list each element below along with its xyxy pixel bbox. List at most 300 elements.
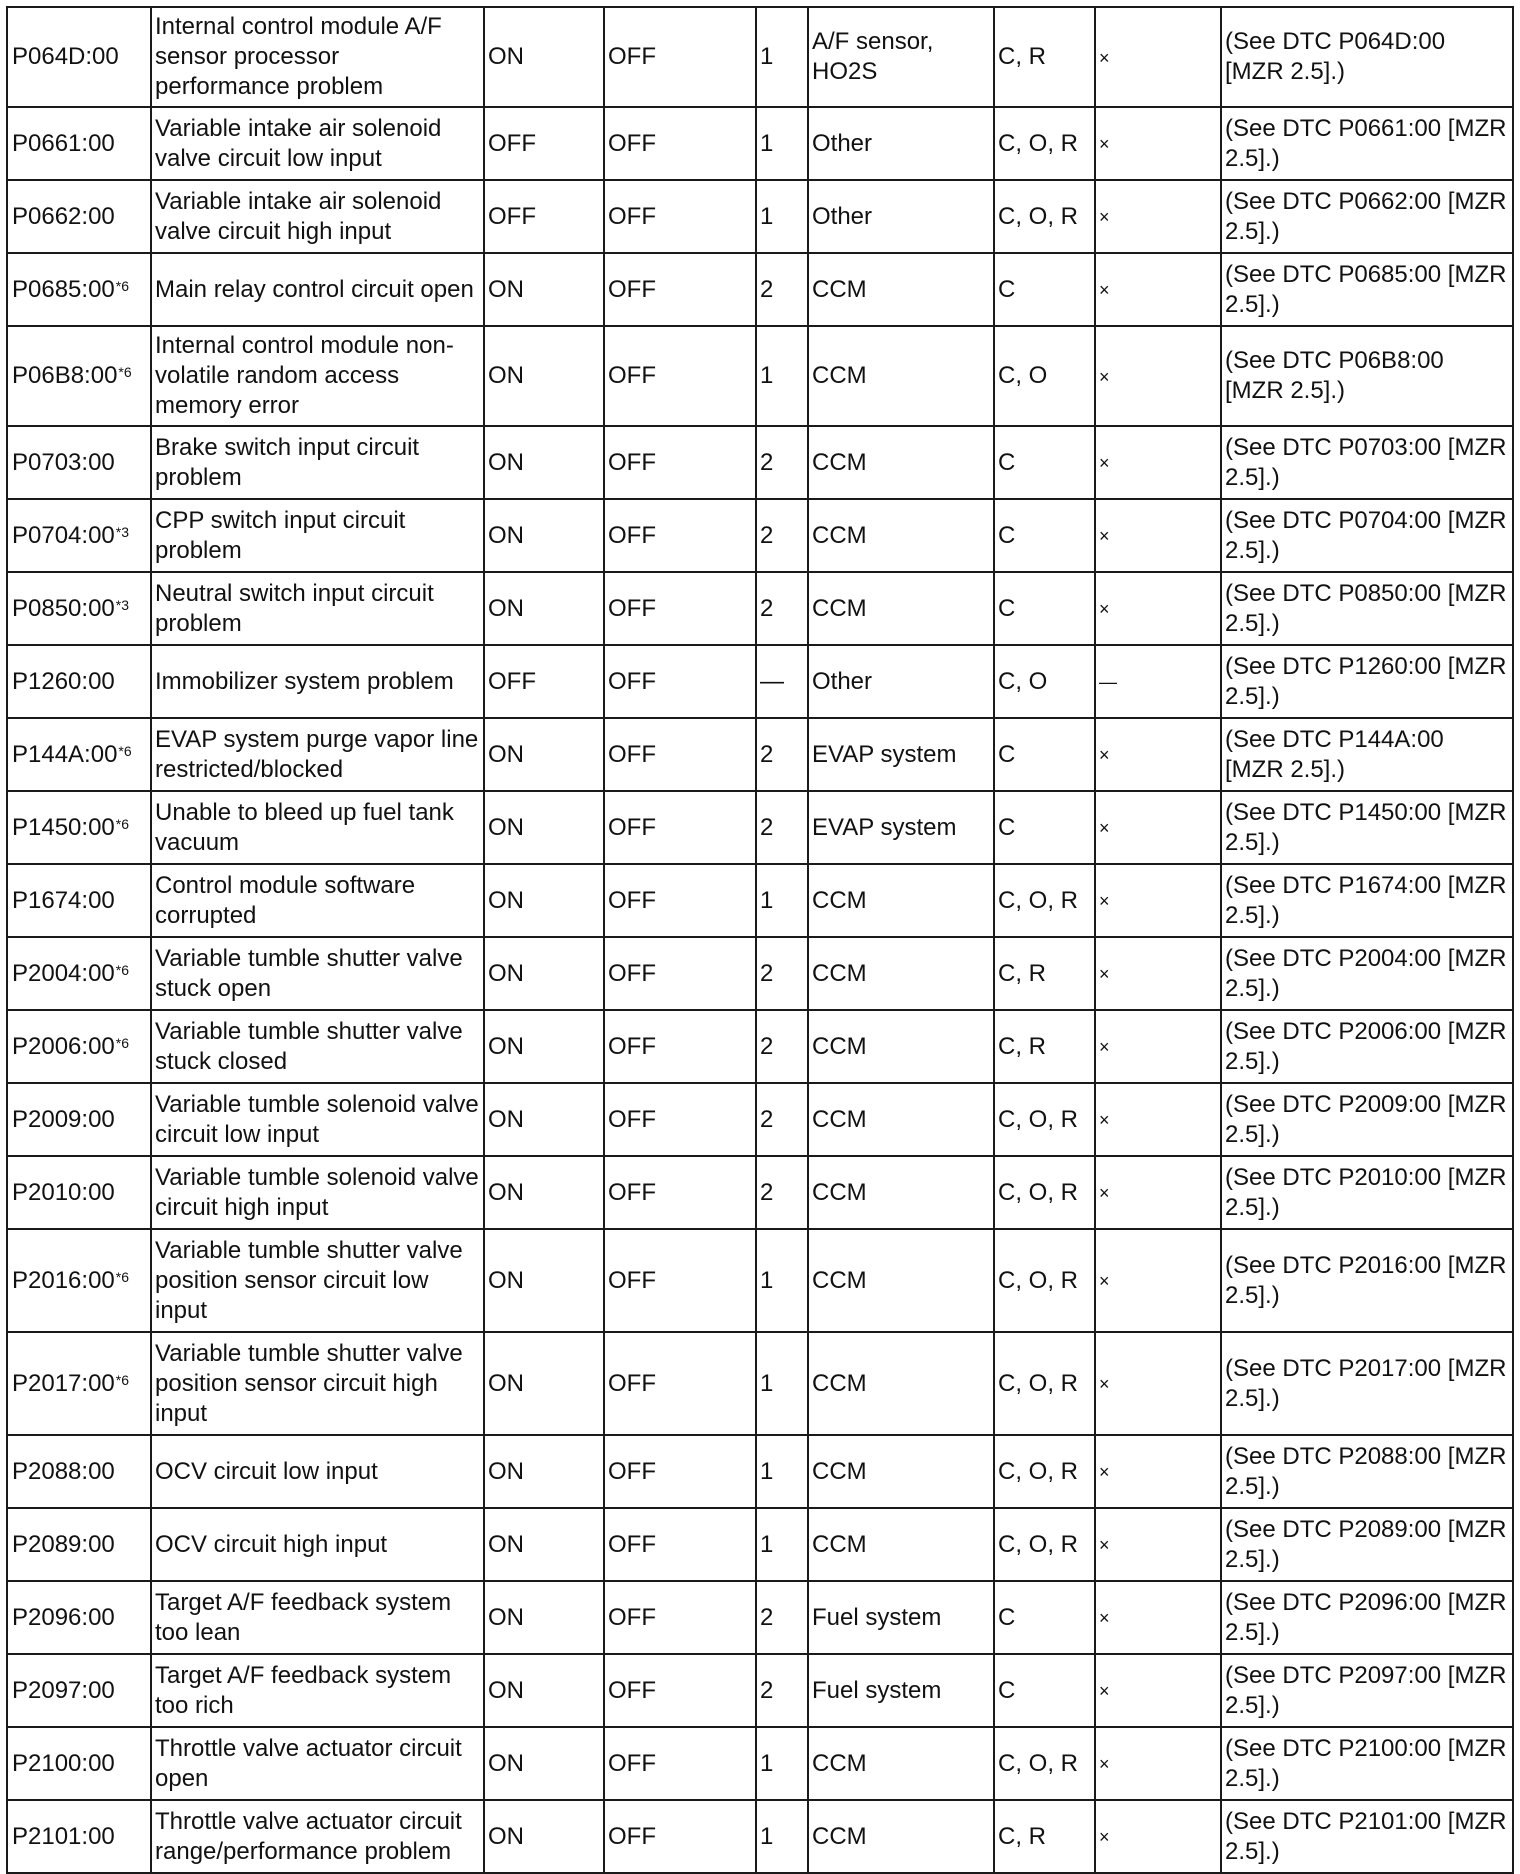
generator-status: OFF — [608, 1032, 656, 1060]
dtc-footnote-mark: *3 — [115, 523, 129, 540]
trip-count-cell — [756, 1435, 808, 1508]
reference-link[interactable]: (See DTC P2004:00 [MZR 2.5].) — [1225, 944, 1507, 1002]
memory-function-cell — [994, 326, 1095, 426]
reference-link-cell — [1221, 1581, 1513, 1654]
dtc-code-cell — [7, 107, 151, 180]
trip-count-cell — [756, 1727, 808, 1800]
trip-count-cell — [756, 326, 808, 426]
table-row — [7, 1508, 1513, 1581]
table-row — [7, 1229, 1513, 1332]
dtc-code-cell — [7, 937, 151, 1010]
table-row — [7, 937, 1513, 1010]
dtc-code-cell — [7, 1581, 151, 1654]
generator-status: OFF — [608, 1749, 656, 1777]
dtc-code-cell — [7, 180, 151, 253]
trip-count: 1 — [760, 43, 774, 70]
monitor-item-cell — [808, 107, 994, 180]
memory-function: C — [998, 275, 1016, 303]
reference-link-cell — [1221, 1508, 1513, 1581]
dtc-description: Target A/F feedback system too rich — [155, 1661, 452, 1719]
dtc-footnote-mark: *6 — [115, 961, 129, 978]
trip-count-cell — [756, 107, 808, 180]
dtc-code: P2016:00 — [12, 1266, 115, 1294]
dtc-mark: × — [1099, 818, 1110, 838]
reference-link-cell — [1221, 7, 1513, 107]
generator-status-cell — [604, 107, 756, 180]
reference-link[interactable]: (See DTC P1674:00 [MZR 2.5].) — [1225, 871, 1507, 929]
dtc-description: Variable tumble solenoid valve circuit high input — [155, 1163, 479, 1221]
monitor-item: CCM — [812, 1749, 867, 1777]
memory-function-cell — [994, 1229, 1095, 1332]
reference-link[interactable]: (See DTC P0662:00 [MZR 2.5].) — [1225, 187, 1507, 245]
table-row — [7, 1654, 1513, 1727]
memory-function-cell — [994, 1654, 1095, 1727]
mil-status: OFF — [488, 667, 536, 695]
monitor-item-cell — [808, 1229, 994, 1332]
monitor-item: A/F sensor, HO2S — [812, 28, 934, 85]
dtc-mark: × — [1099, 1374, 1110, 1394]
monitor-item-cell — [808, 1010, 994, 1083]
mil-status-cell — [484, 1654, 604, 1727]
dtc-code-cell — [7, 1508, 151, 1581]
mil-status: ON — [488, 521, 524, 549]
dtc-code: P0703:00 — [12, 448, 115, 476]
dtc-code: P2004:00 — [12, 959, 115, 987]
reference-link[interactable]: (See DTC P2006:00 [MZR 2.5].) — [1225, 1017, 1507, 1075]
dtc-description: OCV circuit low input — [155, 1457, 378, 1485]
dtc-description: Variable intake air solenoid valve circuit low input — [155, 114, 442, 172]
generator-status: OFF — [608, 202, 656, 230]
reference-link[interactable]: (See DTC P2096:00 [MZR 2.5].) — [1225, 1588, 1507, 1646]
trip-count-cell — [756, 718, 808, 791]
mil-status-cell — [484, 326, 604, 426]
reference-link[interactable]: (See DTC P064D:00 [MZR 2.5].) — [1225, 28, 1446, 85]
dtc-mark-cell — [1095, 937, 1221, 1010]
generator-status-cell — [604, 253, 756, 326]
dtc-mark-cell — [1095, 1508, 1221, 1581]
generator-status-cell — [604, 1010, 756, 1083]
trip-count-cell — [756, 1156, 808, 1229]
dtc-mark-cell — [1095, 1229, 1221, 1332]
reference-link-cell — [1221, 326, 1513, 426]
reference-link-cell — [1221, 645, 1513, 718]
dtc-mark: × — [1099, 526, 1110, 546]
dtc-code: P1260:00 — [12, 667, 115, 695]
trip-count: 1 — [760, 1369, 774, 1397]
dtc-mark-cell — [1095, 864, 1221, 937]
generator-status-cell — [604, 1581, 756, 1654]
dtc-code-cell — [7, 1727, 151, 1800]
dtc-description: OCV circuit high input — [155, 1530, 388, 1558]
mil-status-cell — [484, 1800, 604, 1873]
mil-status-cell — [484, 1083, 604, 1156]
dtc-mark: × — [1099, 47, 1110, 68]
dtc-code: P1674:00 — [12, 886, 115, 914]
memory-function-cell — [994, 1332, 1095, 1435]
reference-link[interactable]: (See DTC P06B8:00 [MZR 2.5].) — [1225, 347, 1444, 404]
trip-count: — — [760, 667, 784, 695]
generator-status-cell — [604, 426, 756, 499]
dtc-mark: × — [1099, 1681, 1110, 1701]
reference-link[interactable]: (See DTC P2097:00 [MZR 2.5].) — [1225, 1661, 1507, 1719]
monitor-item-cell — [808, 1800, 994, 1873]
dtc-description-cell — [151, 1654, 484, 1727]
generator-status: OFF — [608, 1530, 656, 1558]
monitor-item: CCM — [812, 1822, 867, 1850]
table-row — [7, 499, 1513, 572]
reference-link[interactable]: (See DTC P2010:00 [MZR 2.5].) — [1225, 1163, 1507, 1221]
dtc-mark-cell — [1095, 7, 1221, 107]
generator-status-cell — [604, 937, 756, 1010]
dtc-description: Variable tumble shutter valve stuck closed — [155, 1017, 463, 1075]
mil-status: ON — [488, 1178, 524, 1206]
mil-status-cell — [484, 253, 604, 326]
dtc-mark: × — [1099, 1827, 1110, 1847]
dtc-mark-cell — [1095, 1083, 1221, 1156]
dtc-mark-cell — [1095, 1800, 1221, 1873]
trip-count-cell — [756, 572, 808, 645]
monitor-item-cell — [808, 326, 994, 426]
dtc-description-cell — [151, 1581, 484, 1654]
monitor-item: Fuel system — [812, 1676, 942, 1704]
generator-status: OFF — [608, 129, 656, 157]
table-row — [7, 645, 1513, 718]
mil-status: ON — [488, 1676, 524, 1704]
mil-status-cell — [484, 572, 604, 645]
memory-function-cell — [994, 1581, 1095, 1654]
dtc-description-cell — [151, 572, 484, 645]
dtc-description: Immobilizer system problem — [155, 667, 454, 695]
generator-status: OFF — [608, 521, 656, 549]
monitor-item: CCM — [812, 521, 867, 549]
generator-status: OFF — [608, 959, 656, 987]
mil-status-cell — [484, 937, 604, 1010]
dtc-code-cell — [7, 791, 151, 864]
generator-status: OFF — [608, 448, 656, 476]
dtc-code: P2017:00 — [12, 1369, 115, 1397]
reference-link[interactable]: (See DTC P0685:00 [MZR 2.5].) — [1225, 260, 1507, 318]
trip-count-cell — [756, 1010, 808, 1083]
memory-function-cell — [994, 645, 1095, 718]
memory-function: C — [998, 1603, 1016, 1631]
reference-link[interactable]: (See DTC P2089:00 [MZR 2.5].) — [1225, 1515, 1507, 1573]
trip-count-cell — [756, 864, 808, 937]
reference-link-cell — [1221, 1229, 1513, 1332]
dtc-mark: × — [1099, 1608, 1110, 1628]
trip-count-cell — [756, 937, 808, 1010]
monitor-item: CCM — [812, 594, 867, 622]
reference-link[interactable]: (See DTC P2017:00 [MZR 2.5].) — [1225, 1354, 1507, 1412]
dtc-description: EVAP system purge vapor line restricted/blocked — [155, 725, 479, 783]
memory-function-cell — [994, 718, 1095, 791]
memory-function-cell — [994, 937, 1095, 1010]
dtc-mark-cell — [1095, 1010, 1221, 1083]
dtc-description: Unable to bleed up fuel tank vacuum — [155, 798, 454, 856]
generator-status: OFF — [608, 740, 656, 768]
reference-link[interactable]: (See DTC P0704:00 [MZR 2.5].) — [1225, 506, 1507, 564]
generator-status-cell — [604, 180, 756, 253]
memory-function: C — [998, 740, 1016, 768]
dtc-description: Neutral switch input circuit problem — [155, 579, 434, 637]
monitor-item-cell — [808, 718, 994, 791]
dtc-mark-cell — [1095, 1654, 1221, 1727]
generator-status-cell — [604, 1654, 756, 1727]
dtc-description: Main relay control circuit open — [155, 275, 474, 303]
generator-status-cell — [604, 1156, 756, 1229]
dtc-description-cell — [151, 326, 484, 426]
table-row — [7, 572, 1513, 645]
memory-function: C, O — [998, 362, 1048, 389]
generator-status: OFF — [608, 813, 656, 841]
memory-function-cell — [994, 791, 1095, 864]
trip-count-cell — [756, 1654, 808, 1727]
monitor-item: CCM — [812, 448, 867, 476]
dtc-table-body — [7, 7, 1513, 1873]
monitor-item: EVAP system — [812, 740, 957, 768]
mil-status-cell — [484, 718, 604, 791]
mil-status: ON — [488, 1266, 524, 1294]
table-row — [7, 1332, 1513, 1435]
memory-function: C, O, R — [998, 202, 1079, 230]
mil-status: ON — [488, 43, 524, 70]
dtc-mark-cell — [1095, 1435, 1221, 1508]
monitor-item: CCM — [812, 886, 867, 914]
reference-link[interactable]: (See DTC P2088:00 [MZR 2.5].) — [1225, 1442, 1507, 1500]
generator-status: OFF — [608, 667, 656, 695]
memory-function: C, R — [998, 1032, 1046, 1060]
table-row — [7, 1800, 1513, 1873]
reference-link-cell — [1221, 791, 1513, 864]
dtc-description: Throttle valve actuator circuit open — [155, 1734, 462, 1792]
mil-status-cell — [484, 107, 604, 180]
memory-function-cell — [994, 572, 1095, 645]
reference-link[interactable]: (See DTC P1260:00 [MZR 2.5].) — [1225, 652, 1507, 710]
dtc-description-cell — [151, 937, 484, 1010]
dtc-description-cell — [151, 253, 484, 326]
reference-link[interactable]: (See DTC P0703:00 [MZR 2.5].) — [1225, 433, 1507, 491]
mil-status-cell — [484, 499, 604, 572]
dtc-mark-cell — [1095, 1156, 1221, 1229]
mil-status-cell — [484, 791, 604, 864]
dtc-footnote-mark: *6 — [118, 364, 132, 380]
dtc-code-cell — [7, 1083, 151, 1156]
dtc-code: P0662:00 — [12, 202, 115, 230]
monitor-item-cell — [808, 937, 994, 1010]
memory-function-cell — [994, 1727, 1095, 1800]
generator-status: OFF — [608, 275, 656, 303]
dtc-mark: × — [1099, 599, 1110, 619]
reference-link-cell — [1221, 1435, 1513, 1508]
dtc-code: P2010:00 — [12, 1178, 115, 1206]
reference-link-cell — [1221, 1654, 1513, 1727]
dtc-mark-cell — [1095, 718, 1221, 791]
trip-count: 1 — [760, 1266, 774, 1294]
dtc-code: P1450:00 — [12, 813, 115, 841]
dtc-code-cell — [7, 253, 151, 326]
memory-function: C, O, R — [998, 1178, 1079, 1206]
trip-count-cell — [756, 1332, 808, 1435]
trip-count: 2 — [760, 740, 774, 768]
dtc-description: Variable tumble shutter valve position sensor circuit high input — [155, 1339, 463, 1427]
memory-function-cell — [994, 1435, 1095, 1508]
dtc-description-cell — [151, 107, 484, 180]
trip-count: 2 — [760, 275, 774, 303]
trip-count: 1 — [760, 886, 774, 914]
generator-status-cell — [604, 645, 756, 718]
dtc-code-cell — [7, 1229, 151, 1332]
table-row — [7, 1727, 1513, 1800]
dtc-description-cell — [151, 1332, 484, 1435]
generator-status: OFF — [608, 362, 656, 389]
dtc-code-cell — [7, 426, 151, 499]
generator-status-cell — [604, 1083, 756, 1156]
memory-function-cell — [994, 180, 1095, 253]
monitor-item: CCM — [812, 1457, 867, 1485]
trip-count: 1 — [760, 1530, 774, 1558]
trip-count-cell — [756, 645, 808, 718]
dtc-footnote-mark: *6 — [115, 1371, 129, 1388]
reference-link[interactable]: (See DTC P0850:00 [MZR 2.5].) — [1225, 579, 1507, 637]
reference-link[interactable]: (See DTC P0661:00 [MZR 2.5].) — [1225, 114, 1507, 172]
dtc-code: P2089:00 — [12, 1530, 115, 1558]
reference-link-cell — [1221, 1727, 1513, 1800]
mil-status-cell — [484, 7, 604, 107]
dtc-mark-cell — [1095, 499, 1221, 572]
trip-count: 2 — [760, 1178, 774, 1206]
dtc-description: Control module software corrupted — [155, 871, 416, 929]
dtc-code-cell — [7, 499, 151, 572]
dtc-code-cell — [7, 718, 151, 791]
dtc-description-cell — [151, 1508, 484, 1581]
monitor-item-cell — [808, 645, 994, 718]
generator-status: OFF — [608, 1822, 656, 1850]
monitor-item: Other — [812, 129, 873, 157]
trip-count: 2 — [760, 1676, 774, 1704]
trip-count-cell — [756, 1508, 808, 1581]
generator-status: OFF — [608, 1369, 656, 1397]
generator-status-cell — [604, 1332, 756, 1435]
monitor-item: Fuel system — [812, 1603, 942, 1631]
dtc-description-cell — [151, 1800, 484, 1873]
memory-function-cell — [994, 107, 1095, 180]
mil-status: ON — [488, 959, 524, 987]
dtc-description-cell — [151, 645, 484, 718]
trip-count-cell — [756, 1083, 808, 1156]
mil-status-cell — [484, 426, 604, 499]
dtc-description-cell — [151, 864, 484, 937]
generator-status-cell — [604, 1508, 756, 1581]
reference-link[interactable]: (See DTC P1450:00 [MZR 2.5].) — [1225, 798, 1507, 856]
dtc-code: P144A:00 — [12, 740, 118, 768]
table-row — [7, 864, 1513, 937]
mil-status: ON — [488, 1530, 524, 1558]
dtc-mark-cell — [1095, 107, 1221, 180]
trip-count: 2 — [760, 594, 774, 622]
monitor-item: CCM — [812, 1266, 867, 1294]
memory-function-cell — [994, 253, 1095, 326]
mil-status: ON — [488, 1105, 524, 1133]
mil-status: ON — [488, 1822, 524, 1850]
monitor-item-cell — [808, 791, 994, 864]
dtc-code: P0704:00 — [12, 521, 115, 549]
mil-status: ON — [488, 275, 524, 303]
memory-function: C — [998, 1676, 1016, 1704]
monitor-item: EVAP system — [812, 813, 957, 841]
trip-count: 1 — [760, 1749, 774, 1777]
dtc-description-cell — [151, 1727, 484, 1800]
monitor-item: CCM — [812, 275, 867, 303]
monitor-item: CCM — [812, 1369, 867, 1397]
table-row — [7, 180, 1513, 253]
reference-link[interactable]: (See DTC P144A:00 [MZR 2.5].) — [1225, 725, 1444, 783]
reference-link-cell — [1221, 1010, 1513, 1083]
dtc-code-cell — [7, 1654, 151, 1727]
reference-link[interactable]: (See DTC P2100:00 [MZR 2.5].) — [1225, 1734, 1507, 1792]
monitor-item-cell — [808, 864, 994, 937]
memory-function: C, R — [998, 1822, 1046, 1850]
trip-count-cell — [756, 7, 808, 107]
dtc-code: P2100:00 — [12, 1749, 115, 1777]
dtc-code-cell — [7, 1156, 151, 1229]
dtc-description-cell — [151, 1229, 484, 1332]
dtc-description-cell — [151, 7, 484, 107]
generator-status-cell — [604, 1727, 756, 1800]
generator-status-cell — [604, 7, 756, 107]
reference-link[interactable]: (See DTC P2016:00 [MZR 2.5].) — [1225, 1251, 1507, 1309]
reference-link-cell — [1221, 1156, 1513, 1229]
generator-status: OFF — [608, 1266, 656, 1294]
generator-status-cell — [604, 864, 756, 937]
trip-count-cell — [756, 499, 808, 572]
dtc-mark-cell — [1095, 791, 1221, 864]
mil-status: ON — [488, 1032, 524, 1060]
dtc-table — [6, 6, 1514, 1874]
dtc-description: Internal control module A/F sensor processor performance problem — [155, 13, 442, 100]
dtc-mark: × — [1099, 891, 1110, 911]
memory-function-cell — [994, 1800, 1095, 1873]
mil-status-cell — [484, 645, 604, 718]
dtc-code: P2009:00 — [12, 1105, 115, 1133]
monitor-item-cell — [808, 1435, 994, 1508]
dtc-description: Internal control module non-volatile random access memory error — [155, 332, 454, 419]
dtc-footnote-mark: *6 — [115, 1268, 129, 1285]
reference-link[interactable]: (See DTC P2009:00 [MZR 2.5].) — [1225, 1090, 1507, 1148]
trip-count: 2 — [760, 448, 774, 476]
mil-status: ON — [488, 886, 524, 914]
trip-count: 1 — [760, 1822, 774, 1850]
trip-count-cell — [756, 1581, 808, 1654]
generator-status-cell — [604, 791, 756, 864]
monitor-item-cell — [808, 1508, 994, 1581]
dtc-mark: × — [1099, 1037, 1110, 1057]
memory-function: C — [998, 521, 1016, 549]
memory-function: C, O, R — [998, 1530, 1079, 1558]
mil-status: ON — [488, 594, 524, 622]
monitor-item-cell — [808, 253, 994, 326]
reference-link-cell — [1221, 718, 1513, 791]
dtc-mark-cell — [1095, 253, 1221, 326]
mil-status: ON — [488, 1457, 524, 1485]
generator-status: OFF — [608, 1457, 656, 1485]
reference-link[interactable]: (See DTC P2101:00 [MZR 2.5].) — [1225, 1807, 1507, 1865]
mil-status: ON — [488, 1369, 524, 1397]
memory-function: C, O, R — [998, 1266, 1079, 1294]
dtc-code: P0685:00 — [12, 275, 115, 303]
mil-status-cell — [484, 1156, 604, 1229]
dtc-mark-cell — [1095, 180, 1221, 253]
dtc-code: P06B8:00 — [12, 362, 118, 389]
memory-function-cell — [994, 1508, 1095, 1581]
